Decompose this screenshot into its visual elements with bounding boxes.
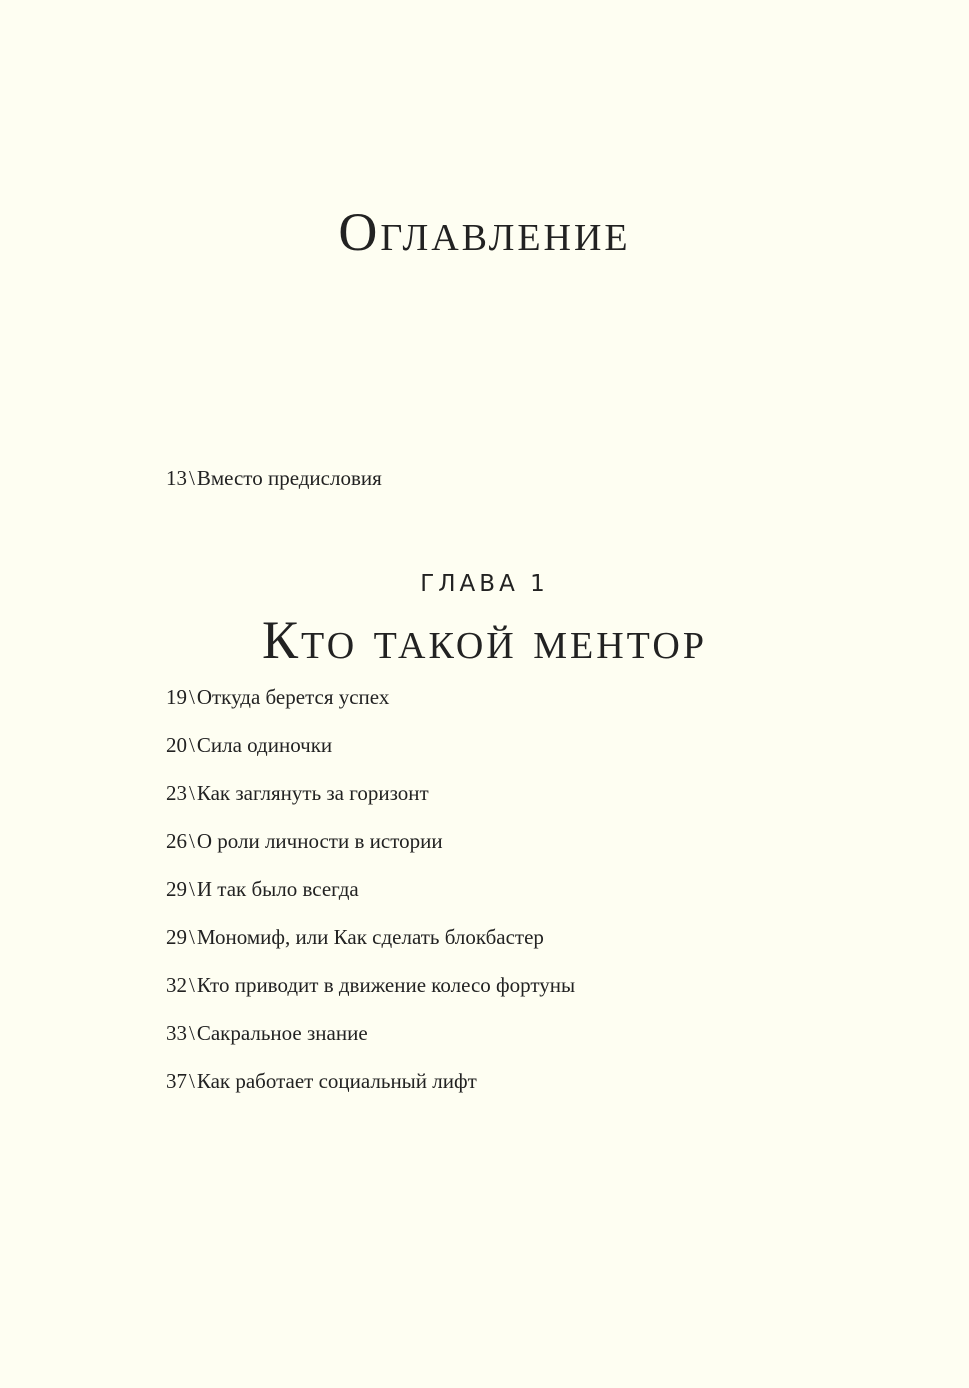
toc-entry[interactable] (166, 875, 575, 923)
toc-page-number: 23 (166, 781, 187, 805)
toc-separator: \ (189, 829, 195, 853)
toc-entry-title: Как работает социальный лифт (196, 1069, 477, 1093)
toc-entry-title: Сакральное знание (196, 1021, 368, 1045)
toc-list (166, 683, 575, 1115)
toc-entry[interactable] (166, 923, 575, 971)
toc-entry-title: Мономиф, или Как сделать блокбастер (196, 925, 544, 949)
toc-separator: \ (189, 925, 195, 949)
chapter-label: ГЛАВА 1 (420, 571, 549, 597)
toc-separator: \ (189, 1021, 195, 1045)
chapter-title: Кто такой ментор (262, 610, 707, 670)
toc-entry[interactable] (166, 1019, 575, 1067)
toc-entry-title: О роли личности в истории (196, 829, 443, 853)
toc-separator: \ (189, 877, 195, 901)
toc-entry-title: И так было всегда (196, 877, 359, 901)
toc-page-number: 13 (166, 466, 187, 490)
toc-entry-preface[interactable] (166, 464, 382, 492)
toc-entry[interactable] (166, 827, 575, 875)
toc-page-number: 37 (166, 1069, 187, 1093)
toc-entry[interactable] (166, 1067, 575, 1115)
toc-separator: \ (189, 466, 195, 490)
page-title: Оглавление (338, 202, 631, 262)
toc-entry[interactable] (166, 779, 575, 827)
toc-entry-title: Откуда берется успех (196, 685, 390, 709)
toc-entry[interactable] (166, 731, 575, 779)
toc-entry-title: Сила одиночки (196, 733, 333, 757)
toc-page-number: 33 (166, 1021, 187, 1045)
toc-page-number: 26 (166, 829, 187, 853)
toc-separator: \ (189, 685, 195, 709)
toc-page-number: 20 (166, 733, 187, 757)
toc-separator: \ (189, 1069, 195, 1093)
toc-page-number: 19 (166, 685, 187, 709)
toc-separator: \ (189, 733, 195, 757)
toc-page-number: 29 (166, 877, 187, 901)
toc-entry-title: Кто приводит в движение колесо фортуны (196, 973, 576, 997)
toc-entry-title: Как заглянуть за горизонт (196, 781, 429, 805)
toc-separator: \ (189, 781, 195, 805)
toc-separator: \ (189, 973, 195, 997)
toc-entry[interactable] (166, 971, 575, 1019)
toc-page-number: 29 (166, 925, 187, 949)
toc-entry-title: Вместо предисловия (196, 466, 382, 490)
toc-entry[interactable] (166, 683, 575, 731)
toc-page-number: 32 (166, 973, 187, 997)
